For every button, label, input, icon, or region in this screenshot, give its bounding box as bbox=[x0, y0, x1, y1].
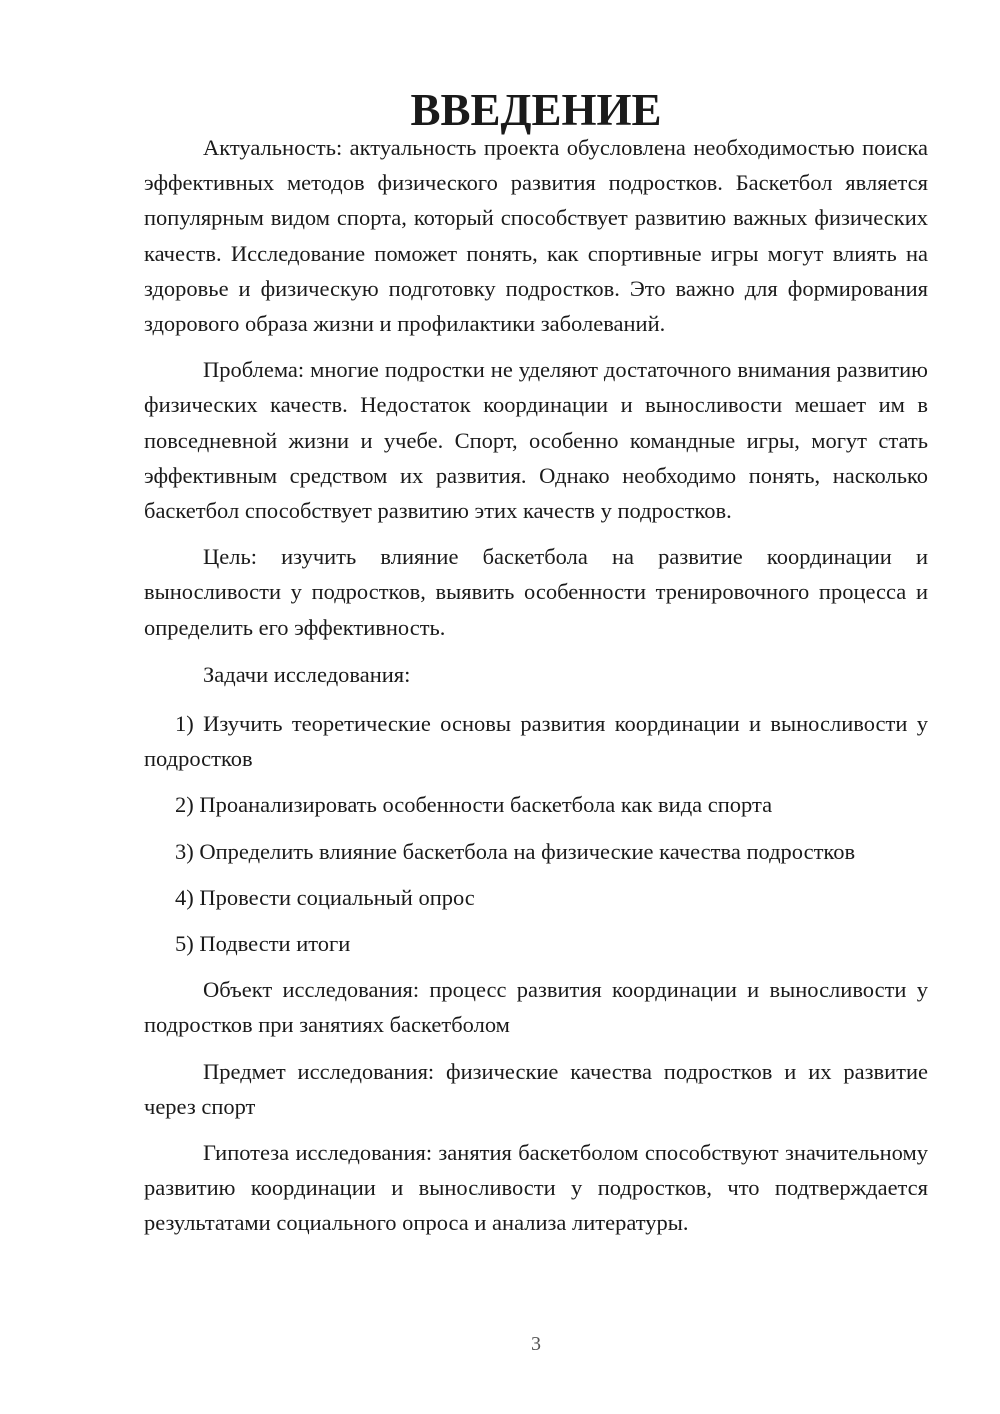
subject-paragraph: Предмет исследования: физические качества подростков и их развитие через спорт bbox=[144, 1058, 928, 1119]
page-number: 3 bbox=[531, 1333, 541, 1355]
task-list-item: 4) Провести социальный опрос bbox=[175, 884, 475, 910]
hypothesis-paragraph: Гипотеза исследования: занятия баскетболом способствуют значительному развитию координации и выносливости у подростков, что подтверждается результатами социального опроса и анализа литературы. bbox=[144, 1140, 928, 1236]
tasks-heading: Задачи исследования: bbox=[203, 661, 411, 687]
task-list-item: 3) Определить влияние баскетбола на физические качества подростков bbox=[175, 838, 856, 864]
goal-paragraph: Цель: изучить влияние баскетбола на развитие координации и выносливости у подростков, выявить особенности тренировочного процесса и определить его эффективность. bbox=[144, 544, 928, 640]
task-list-item: 1) Изучить теоретические основы развития координации и выносливости у подростков bbox=[144, 711, 928, 772]
relevance-paragraph: Актуальность: актуальность проекта обусловлена необходимостью поиска эффективных методов физического развития подростков. Баскетбол является популярным видом спорта, который способствует развитию важных физических качеств. Исследование поможет понять, как спортивные игры могут влиять на здоровье и физическую подготовку подростков. Это важно для формирования здорового образа жизни и профилактики заболеваний. bbox=[144, 135, 928, 337]
task-list-item: 2) Проанализировать особенности баскетбола как вида спорта bbox=[175, 792, 773, 818]
task-list-item: 5) Подвести итоги bbox=[175, 931, 351, 957]
section-title: ВВЕДЕНИЕ bbox=[410, 85, 662, 135]
object-paragraph: Объект исследования: процесс развития координации и выносливости у подростков при занятиях баскетболом bbox=[144, 977, 928, 1038]
problem-paragraph: Проблема: многие подростки не уделяют достаточного внимания развитию физических качеств. Недостаток координации и выносливости мешает им в повседневной жизни и учебе. Спорт, особенно командные игры, могут стать эффективным средством их развития. Однако необходимо понять, насколько баскетбол способствует развитию этих качеств у подростков. bbox=[144, 357, 928, 524]
document-page bbox=[144, 85, 928, 1241]
